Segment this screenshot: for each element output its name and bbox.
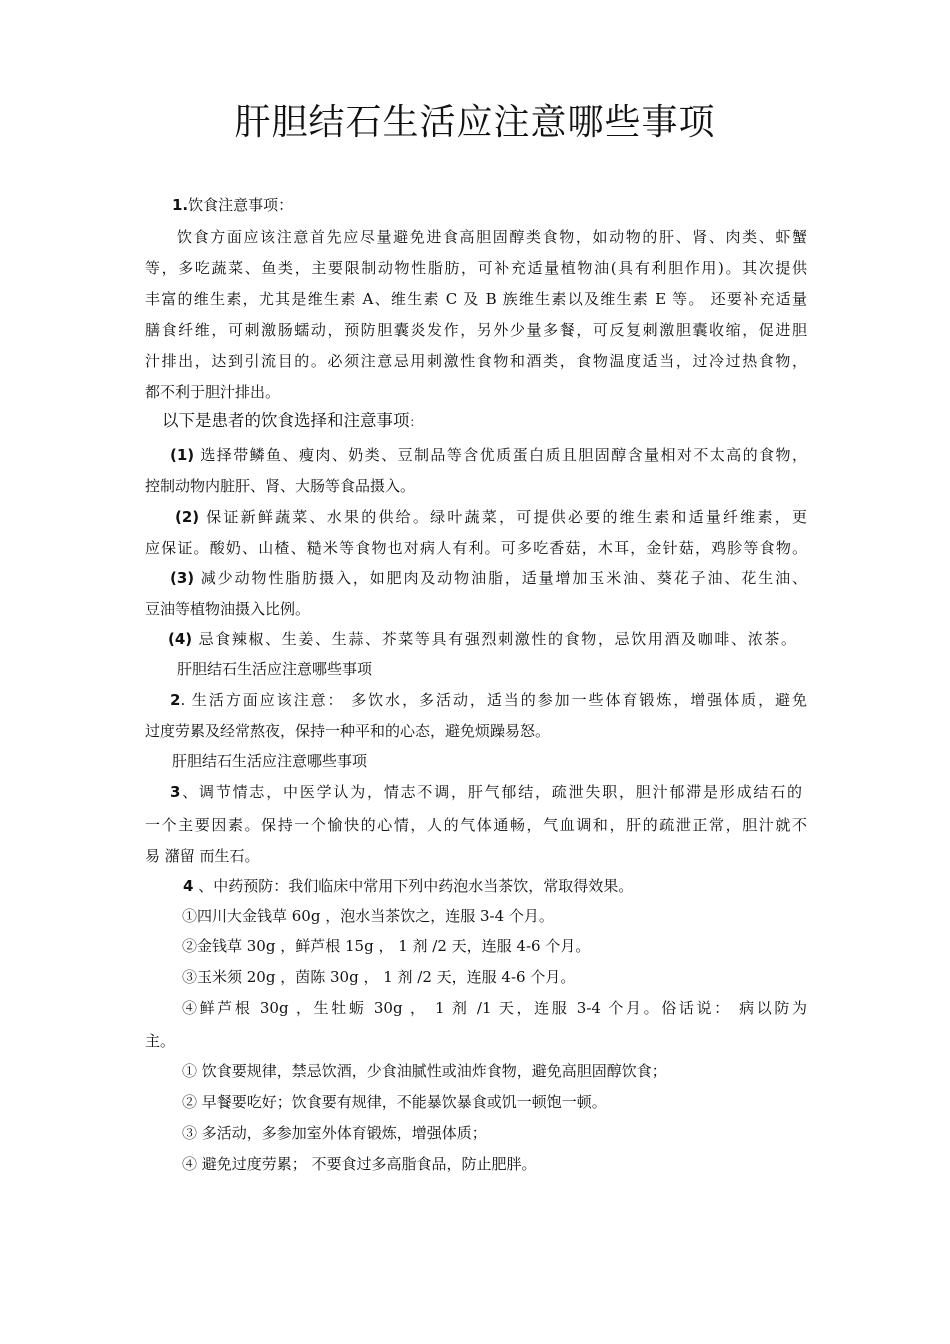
item-text: 忌食辣椒、生姜、生蒜、芥菜等具有强烈刺激性的食物，忌饮用酒及咖啡、浓茶。 [198,630,796,648]
item-number: (2) [175,508,200,526]
item-number: (3) [170,569,195,587]
emotion-line [170,777,802,807]
diet-item-2 [175,502,807,532]
repeat-title: 肝胆结石生活应注意哪些事项 [177,660,373,678]
choices-intro-text: 以下是患者的饮食选择和注意事项 [162,411,410,430]
diet-line: 丰富的维生素，尤其是维生素 A、维生素 C 及 B 族维生素以及维生素 E 等。 还要补充适量 [145,290,807,308]
diet-line: 等，多吃蔬菜、鱼类，主要限制动物性脂肪，可补充适量植物油(具有利胆作用)。其次提供 [145,259,807,277]
repeat-title: 肝胆结石生活应注意哪些事项 [172,752,368,770]
diet-item-1 [170,440,807,470]
diet-line: 膳食纤维，可刺激肠蠕动，预防胆囊炎发作，另外少量多餐，可反复刺激胆囊收缩，促进胆 [145,321,807,339]
item-number: (1) [170,446,195,464]
diet-item-3-cont: 豆油等植物油摄入比例。 [145,600,311,618]
diet-item-1-cont: 控制动物内脏肝、肾、大肠等食品摄入。 [145,477,416,495]
tcm-recipe: ②金钱草 30g ，鲜芦根 15g ， 1 剂 /2 天，连服 4-6 个月。 [182,937,591,955]
tip-item: ② 早餐要吃好；饮食要有规律，不能暴饮暴食或饥一顿饱一顿。 [182,1093,607,1111]
life-number: 2 [170,691,181,709]
tip-item: ① 饮食要规律，禁忌饮酒，少食油腻性或油炸食物，避免高胆固醇饮食； [182,1062,667,1080]
item-text: 选择带鳞鱼、瘦肉、奶类、豆制品等含优质蛋白质且胆固醇含量相对不太高的食物， [200,446,807,464]
tcm-intro-text: 、中药预防：我们临床中常用下列中药泡水当茶饮，常取得效果。 [193,877,634,895]
emotion-number: 3 [170,783,181,801]
tip-item: ④ 避免过度劳累； 不要食过多高脂食品，防止肥胖。 [182,1155,537,1173]
tcm-recipe: ③玉米须 20g ，茵陈 30g ， 1 剂 /2 天，连服 4-6 个月。 [182,968,576,986]
diet-heading [172,190,472,220]
diet-line: 都不利于胆汁排出。 [145,383,281,401]
tcm-recipe: ④鲜芦根 30g ，生牡蛎 30g ， 1 剂 /1 天，连服 3-4 个月。俗话说： 病以防为 [182,999,807,1017]
emotion-line: 一个主要因素。保持一个愉快的心情，人的气体通畅，气血调和，肝的疏泄正常，胆汁就不 [145,816,807,834]
diet-item-3 [170,563,807,593]
diet-item-2-cont: 应保证。酸奶、山楂、糙米等食物也对病人有利。可多吃香菇，木耳，金针菇，鸡胗等食物。 [145,539,807,557]
item-text: 保证新鲜蔬菜、水果的供给。绿叶蔬菜，可提供必要的维生素和适量纤维素，更 [206,508,807,526]
choices-intro [162,406,562,437]
life-line [170,685,807,715]
item-number: (4) [168,630,193,648]
page-title: 肝胆结石生活应注意哪些事项 [234,102,716,143]
diet-item-4 [168,624,796,654]
choices-intro-punct: ： [409,415,422,429]
emotion-line: 易 潴留 而生石。 [145,847,260,865]
tcm-recipe: ①四川大金钱草 60g ，泡水当茶饮之，连服 3-4 个月。 [182,907,554,925]
diet-line: 汁排出，达到引流目的。必须注意忌用刺激性食物和酒类，食物温度适当，过冷过热食物， [145,352,807,370]
life-text: . 生活方面应该注意： 多饮水，多活动，适当的参加一些体育锻炼，增强体质，避免 [180,691,807,709]
tcm-intro [183,871,783,901]
diet-heading-text: 饮食注意事项： [188,196,294,214]
tcm-recipe-cont: 主。 [145,1032,176,1050]
emotion-text: 、调节情志，中医学认为，情志不调，肝气郁结，疏泄失职，胆汁郁滞是形成结石的 [180,783,802,801]
tip-item: ③ 多活动，多参加室外体育锻炼，增强体质； [182,1124,487,1142]
life-line: 过度劳累及经常熬夜，保持一种平和的心态，避免烦躁易怒。 [145,722,551,740]
item-text: 减少动物性脂肪摄入，如肥肉及动物油脂，适量增加玉米油、葵花子油、花生油、 [200,569,807,587]
diet-heading-number: 1. [172,196,189,214]
tcm-number: 4 [183,877,194,895]
diet-line: 饮食方面应该注意首先应尽量避免进食高胆固醇类食物，如动物的肝、肾、肉类、虾蟹 [177,228,807,246]
